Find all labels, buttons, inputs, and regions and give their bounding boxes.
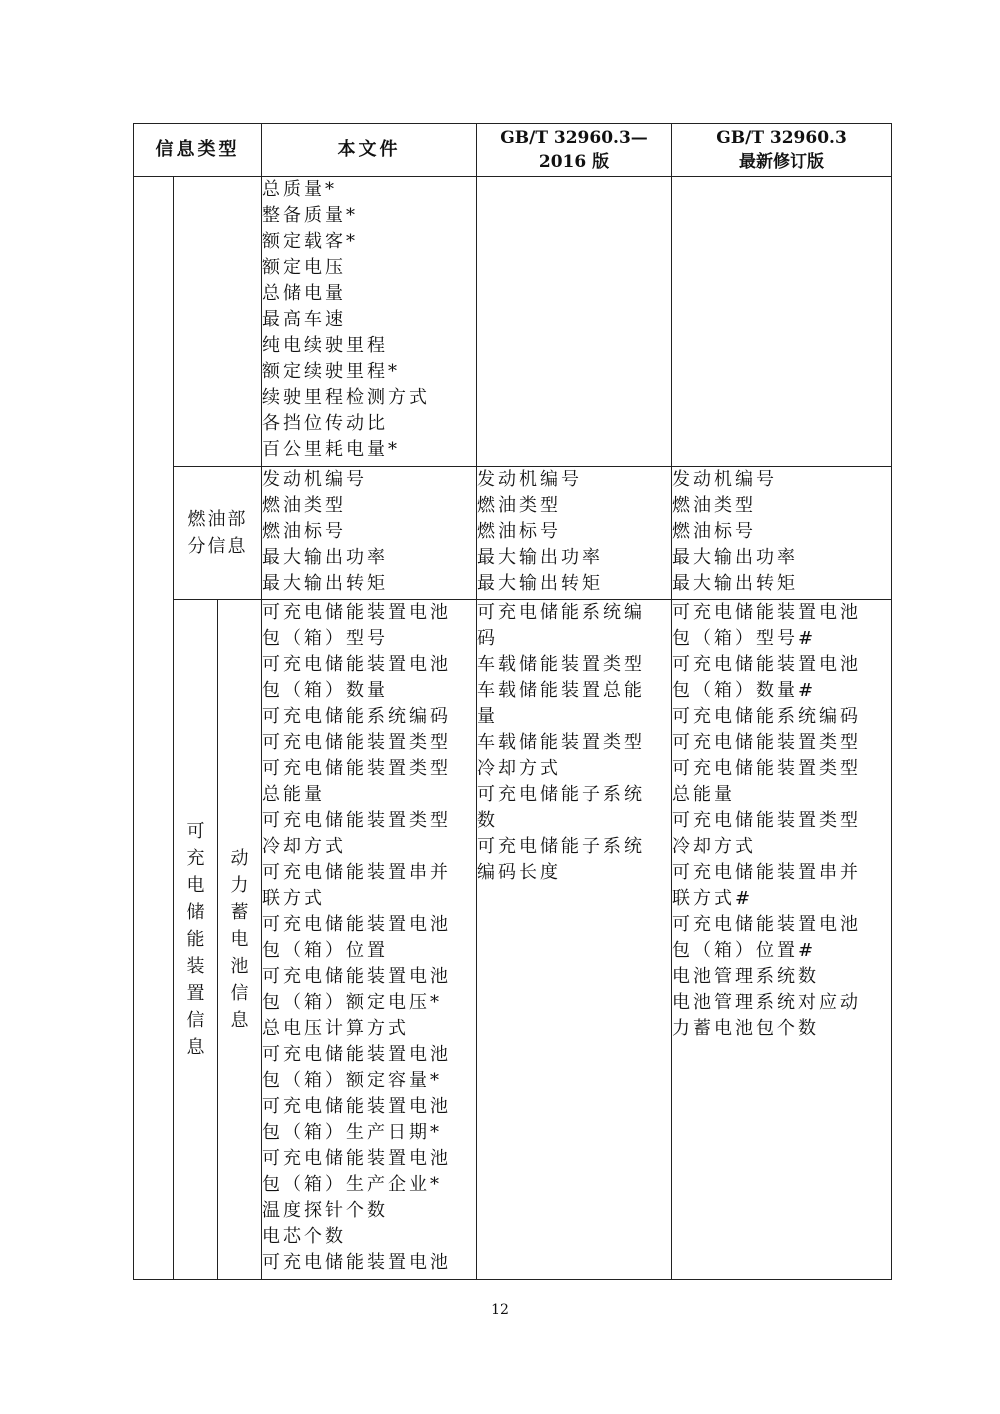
list-item: 可充电储能装置串并	[262, 862, 452, 883]
storage-outer-label	[174, 818, 217, 1061]
list-item: 各挡位传动比	[262, 413, 389, 434]
list-item: 发动机编号	[672, 469, 778, 490]
list-item: 总能量	[672, 784, 736, 805]
fuel-latest-cell	[672, 467, 892, 600]
list-item: 可充电储能装置电池	[672, 654, 862, 675]
list-item: 包（箱）额定电压*	[262, 992, 443, 1013]
list-item: 可充电储能装置电池	[262, 1148, 452, 1169]
header-gbt-latest-line2: 最新修订版	[739, 152, 825, 172]
list-item: 额定载客*	[262, 231, 359, 252]
list-item: 包（箱）数量#	[672, 680, 817, 701]
storage-this-doc-list	[262, 600, 476, 1276]
list-item: 车载储能装置总能	[477, 680, 646, 701]
vertical-label-char: 充	[186, 848, 205, 869]
vertical-label-char: 电	[186, 875, 205, 896]
vertical-label-char: 可	[186, 821, 205, 842]
list-item: 车载储能装置类型	[477, 654, 646, 675]
list-item: 总电压计算方式	[262, 1018, 410, 1039]
list-item: 联方式#	[672, 888, 754, 909]
storage-latest-list	[672, 600, 891, 1042]
vertical-label-char: 能	[186, 929, 205, 950]
list-item: 力蓄电池包个数	[672, 1018, 820, 1039]
list-item: 可充电储能装置电池	[262, 1252, 452, 1273]
fuel-2016-cell	[477, 467, 672, 600]
list-item: 包（箱）型号#	[672, 628, 817, 649]
list-item: 可充电储能子系统	[477, 836, 646, 857]
list-item: 燃油标号	[477, 521, 562, 542]
list-item: 额定续驶里程*	[262, 361, 401, 382]
list-item: 可充电储能装置电池	[262, 966, 452, 987]
list-item: 码	[477, 628, 499, 649]
list-item: 最大输出转矩	[477, 573, 604, 594]
page-number: 12	[491, 1302, 509, 1318]
list-item: 可充电储能装置类型	[262, 810, 452, 831]
table-row-storage	[134, 600, 892, 1280]
fuel-this-doc-cell	[262, 467, 477, 600]
list-item: 可充电储能装置类型	[672, 732, 862, 753]
vertical-label-char: 置	[186, 983, 205, 1004]
fuel-2016-list	[477, 467, 671, 597]
fuel-latest-list	[672, 467, 891, 597]
list-item: 最大输出功率	[477, 547, 604, 568]
vehicle-this-doc-list	[262, 177, 476, 463]
header-gbt-2016-line2: 2016 版	[538, 152, 610, 172]
storage-outer-label-cell	[174, 600, 218, 1280]
list-item: 额定电压	[262, 257, 347, 278]
list-item: 编码长度	[477, 862, 562, 883]
list-item: 可充电储能装置类型	[262, 758, 452, 779]
vehicle-latest-cell	[672, 177, 892, 467]
header-info-type: 信息类型	[134, 124, 262, 177]
list-item: 冷却方式	[672, 836, 757, 857]
storage-this-doc-cell	[262, 600, 477, 1280]
list-item: 电池管理系统对应动	[672, 992, 862, 1013]
storage-inner-label	[218, 845, 261, 1034]
list-item: 包（箱）数量	[262, 680, 389, 701]
list-item: 整备质量*	[262, 205, 359, 226]
table-row-fuel	[134, 467, 892, 600]
vehicle-label-cell	[174, 177, 262, 467]
header-gbt-latest-line1: GB/T 32960.3	[716, 128, 847, 148]
list-item: 燃油类型	[672, 495, 757, 516]
list-item: 可充电储能装置电池	[672, 602, 862, 623]
list-item: 温度探针个数	[262, 1200, 389, 1221]
header-gbt-2016-line1: GB/T 32960.3—	[500, 128, 648, 148]
list-item: 包（箱）位置#	[672, 940, 817, 961]
list-item: 总储电量	[262, 283, 347, 304]
list-item: 车载储能装置类型	[477, 732, 646, 753]
list-item: 百公里耗电量*	[262, 439, 401, 460]
list-item: 总能量	[262, 784, 326, 805]
list-item: 可充电储能子系统	[477, 784, 646, 805]
list-item: 可充电储能装置电池	[262, 914, 452, 935]
list-item: 可充电储能装置类型	[672, 810, 862, 831]
storage-2016-cell	[477, 600, 672, 1280]
list-item: 可充电储能装置电池	[262, 654, 452, 675]
comparison-table	[133, 123, 892, 1280]
list-item: 燃油类型	[262, 495, 347, 516]
vertical-label-char: 蓄	[230, 902, 249, 923]
vertical-label-char: 电	[230, 929, 249, 950]
outer-category-cell	[134, 177, 174, 1280]
list-item: 可充电储能装置类型	[672, 758, 862, 779]
list-item: 最大输出功率	[262, 547, 389, 568]
list-item: 包（箱）型号	[262, 628, 389, 649]
list-item: 量	[477, 706, 499, 727]
list-item: 燃油标号	[672, 521, 757, 542]
vertical-label-char: 信	[186, 1010, 205, 1031]
header-gbt-latest	[672, 124, 892, 177]
table-row-vehicle	[134, 177, 892, 467]
list-item: 可充电储能系统编码	[672, 706, 862, 727]
vertical-label-char: 储	[186, 902, 205, 923]
vertical-label-char: 装	[186, 956, 205, 977]
list-item: 发动机编号	[262, 469, 368, 490]
list-item: 包（箱）额定容量*	[262, 1070, 443, 1091]
list-item: 燃油类型	[477, 495, 562, 516]
vertical-label-char: 信	[230, 983, 249, 1004]
list-item: 可充电储能系统编	[477, 602, 646, 623]
list-item: 发动机编号	[477, 469, 583, 490]
header-this-document: 本文件	[262, 124, 477, 177]
list-item: 纯电续驶里程	[262, 335, 389, 356]
list-item: 可充电储能装置电池	[262, 1096, 452, 1117]
vertical-label-char: 力	[230, 875, 249, 896]
list-item: 可充电储能系统编码	[262, 706, 452, 727]
list-item: 燃油标号	[262, 521, 347, 542]
list-item: 最大输出功率	[672, 547, 799, 568]
storage-2016-list	[477, 600, 671, 886]
table-header-row	[134, 124, 892, 177]
storage-latest-cell	[672, 600, 892, 1280]
list-item: 电池管理系统数	[672, 966, 820, 987]
list-item: 联方式	[262, 888, 326, 909]
list-item: 包（箱）位置	[262, 940, 389, 961]
fuel-label-line1: 燃油部	[187, 509, 248, 530]
list-item: 可充电储能装置电池	[262, 1044, 452, 1065]
list-item: 可充电储能装置电池	[672, 914, 862, 935]
vehicle-2016-cell	[477, 177, 672, 467]
list-item: 冷却方式	[262, 836, 347, 857]
list-item: 总质量*	[262, 179, 338, 200]
vertical-label-char: 息	[230, 1010, 249, 1031]
vehicle-this-doc-cell	[262, 177, 477, 467]
fuel-label-cell	[174, 467, 262, 600]
vertical-label-char: 动	[230, 848, 249, 869]
header-gbt-2016	[477, 124, 672, 177]
list-item: 可充电储能装置电池	[262, 602, 452, 623]
list-item: 冷却方式	[477, 758, 562, 779]
list-item: 可充电储能装置类型	[262, 732, 452, 753]
list-item: 最大输出转矩	[672, 573, 799, 594]
list-item: 电芯个数	[262, 1226, 347, 1247]
list-item: 包（箱）生产企业*	[262, 1174, 443, 1195]
list-item: 可充电储能装置串并	[672, 862, 862, 883]
vertical-label-char: 池	[230, 956, 249, 977]
list-item: 最大输出转矩	[262, 573, 389, 594]
fuel-label-line2: 分信息	[187, 536, 248, 557]
list-item: 最高车速	[262, 309, 347, 330]
vertical-label-char: 息	[186, 1037, 205, 1058]
list-item: 数	[477, 810, 499, 831]
fuel-this-doc-list	[262, 467, 476, 597]
list-item: 包（箱）生产日期*	[262, 1122, 443, 1143]
list-item: 续驶里程检测方式	[262, 387, 431, 408]
storage-inner-label-cell	[218, 600, 262, 1280]
